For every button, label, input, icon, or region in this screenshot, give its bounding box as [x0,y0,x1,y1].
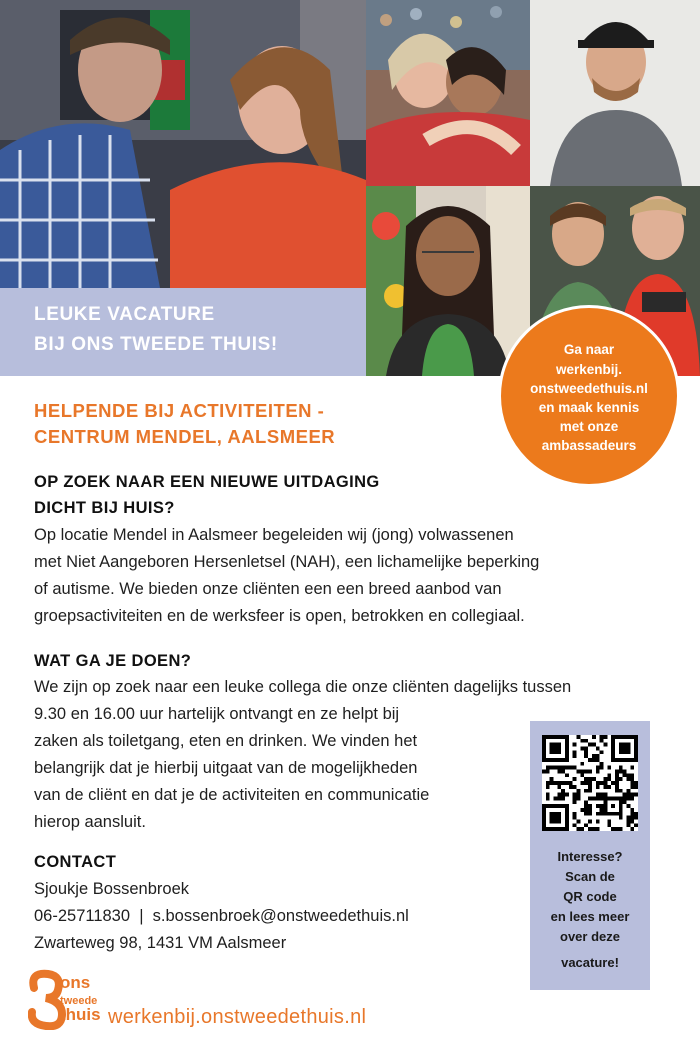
qr-panel [530,721,650,990]
tasks-text-line: belangrijk dat je hierbij uitgaat van de mogelijkheden [34,759,418,777]
logo-word-2: tweede [60,995,98,1007]
vacancy-banner [0,288,366,376]
contact-name: Sjoukje Bossenbroek [34,880,190,898]
banner-line-1: LEUKE VACATURE [34,304,215,325]
qr-text-line: Scan de [565,869,615,884]
intro-text-line: Op locatie Mendel in Aalsmeer begeleiden wij (jong) volwassenen [34,526,514,544]
contact-heading: CONTACT [34,853,117,871]
tasks-text-line: hierop aansluit. [34,813,146,831]
intro-text-line: of autisme. We bieden onze cliënten een een breed aanbod van [34,580,502,598]
photo-man-and-woman-laughing [0,0,366,288]
badge-line: ambassadeurs [541,438,637,453]
ons-tweede-thuis-logo [28,968,100,1030]
intro-text-line: met Niet Aangeboren Hersenletsel (NAH), een lichamelijke beperking [34,553,540,571]
logo-word-3: thuis [60,1005,100,1024]
contact-address: Zwarteweg 98, 1431 VM Aalsmeer [34,934,287,952]
badge-line: werkenbij. [555,362,623,377]
contact-phone-email[interactable]: 06-25711830 | s.bossenbroek@onstweedethuis.nl [34,907,409,925]
tasks-text-line: zaken als toiletgang, eten en drinken. We vinden het [34,732,418,750]
photo-man-with-cap [530,0,700,186]
qr-text-line: over deze [560,929,620,944]
banner-line-2: BIJ ONS TWEEDE THUIS! [34,334,278,355]
photo-two-women-hugging [366,0,530,186]
logo-word-1: ons [60,973,91,992]
qr-text-line: Interesse? [557,849,623,864]
qr-text-line: en lees meer [550,909,630,924]
qr-text-line: vacature! [561,955,619,970]
intro-text-line: groepsactiviteiten en de werksfeer is open, betrokken en collegiaal. [34,607,525,625]
job-title-line-2: CENTRUM MENDEL, AALSMEER [34,426,336,447]
badge-line: onstweedethuis.nl [530,381,648,396]
badge-line: Ga naar [563,342,615,357]
job-title-line-1: HELPENDE BIJ ACTIVITEITEN - [34,400,325,421]
ambassador-badge [498,305,680,487]
tasks-text-line: 9.30 en 16.00 uur hartelijk ontvangt en ze helpt bij [34,705,400,723]
footer-website-link[interactable]: werkenbij.onstweedethuis.nl [108,1006,367,1028]
badge-line: en maak kennis [538,400,640,415]
intro-heading-line-1: OP ZOEK NAAR EEN NIEUWE UITDAGING [34,473,380,491]
intro-heading-line-2: DICHT BIJ HUIS? [34,499,175,517]
qr-code[interactable] [542,735,638,831]
tasks-text-line: van de cliënt en dat je de activiteiten en communicatie [34,786,430,804]
tasks-text-line: We zijn op zoek naar een leuke collega die onze cliënten dagelijks tussen [34,678,572,696]
tasks-heading: WAT GA JE DOEN? [34,652,192,670]
qr-text-line: QR code [563,889,617,904]
badge-line: met onze [559,419,619,434]
